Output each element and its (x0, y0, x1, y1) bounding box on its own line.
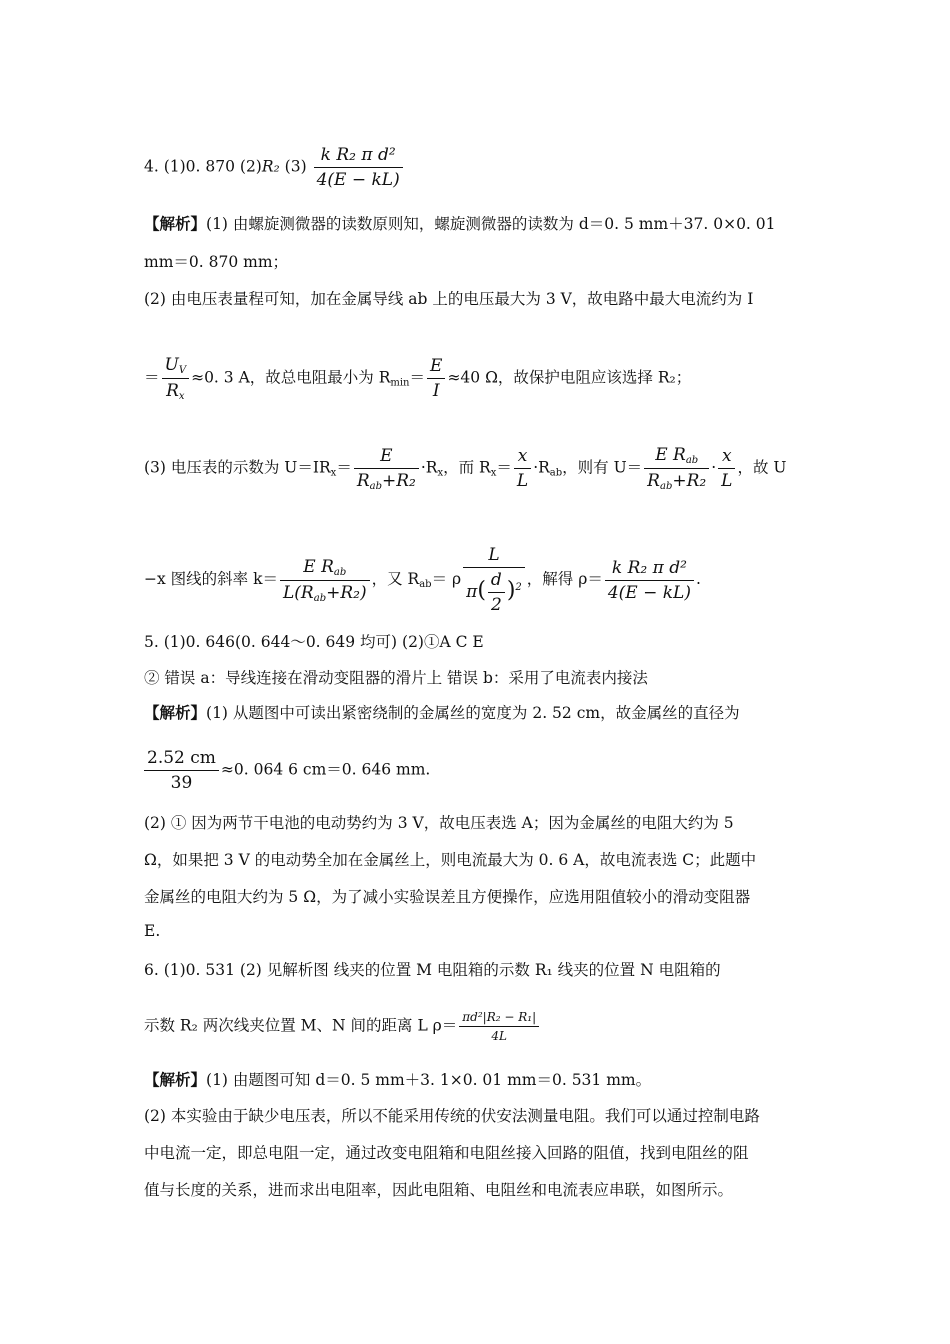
q4-f4-num: x (718, 446, 735, 469)
q4-f3-ab: ab (685, 455, 699, 466)
q4-answer-part3: (3) (279, 157, 307, 176)
q4-l5-c: ·R (420, 458, 438, 477)
q4-v-subscript: V (178, 365, 187, 376)
q6-frac-den: 4L (491, 1029, 508, 1043)
q4-f2-den: L (516, 471, 529, 491)
q4-f5-l: L (282, 582, 295, 603)
q4-f5-ab2: ab (313, 592, 327, 604)
q4-rho-fraction (463, 545, 525, 615)
q4-answer-fraction (314, 145, 403, 190)
q4-l5-xsub1: x (330, 467, 337, 479)
q5-errors-line: ② 错误 a：导线连接在滑动变阻器的滑片上 错误 b：采用了电流表内接法 (144, 669, 648, 687)
q4-x-over-l (514, 446, 531, 491)
q4-f5-plus-r2: +R₂ (326, 582, 360, 603)
q6-answer-line2 (144, 1010, 541, 1043)
q4-f6-den: π( $\frac{d}{2}$ )$^2$ (466, 570, 522, 615)
q4-f7-den: 4(E − kL) (607, 582, 691, 603)
q4-l6-a: −x 图线的斜率 k＝ (144, 570, 278, 588)
q4-f6-num: L (463, 545, 525, 568)
q4-f5-num (280, 557, 370, 581)
q4-l5-absub: ab (549, 467, 563, 479)
q4-jiexi-label: 【解析】 (144, 214, 207, 233)
q5-line1-text: (1) 从题图中可读出紧密绕制的金属丝的宽度为 2. 52 cm，故金属丝的直径为 (206, 704, 740, 722)
q4-f3-num (644, 445, 709, 469)
q4-f1-r: R (356, 470, 370, 491)
q5-jiexi-label: 【解析】 (144, 703, 207, 722)
q6-frac-num: πd²|R₂ − R₁| (459, 1010, 539, 1027)
q4-rx-den (162, 379, 190, 402)
q4-l5-d: ，而 R (443, 458, 491, 477)
q4-l6-c: ＝ ρ (431, 570, 462, 588)
q4-answer-r2: R₂ (261, 157, 280, 176)
q6-answer-line1: 6. (1)0. 531 (2) 见解析图 线夹的位置 M 电阻箱的示数 R₁ 线夹的位置 N 电阻箱的 (144, 961, 721, 979)
q4-two-den: 2 (490, 595, 502, 615)
q6-jiexi-label: 【解析】 (144, 1070, 207, 1089)
q6-analysis-line4: 值与长度的关系，进而求出电阻率，因此电阻箱、电阻丝和电流表应串联，如图所示。 (144, 1181, 734, 1199)
q4-f6-pi: π (466, 582, 478, 602)
q6-rho-fraction (459, 1010, 539, 1043)
q5-diameter-fraction (144, 748, 219, 793)
q4-e-over-rab-r2 (354, 446, 419, 492)
q4-r-symbol: R (166, 381, 179, 401)
q4-f3-plus-r2: +R₂ (672, 471, 707, 491)
q4-l4-text2: ≈40 Ω，故保护电阻应该选择 R₂； (447, 368, 692, 387)
q4-line1-text: (1) 由螺旋测微器的读数原则知，螺旋测微器的读数为 d＝0. 5 mm＋37. 0×0. 01 (206, 215, 776, 233)
q4-analysis-line5 (144, 445, 786, 492)
q5-frac-den: 39 (170, 773, 193, 793)
q4-l4-eq: ＝ (144, 368, 160, 387)
q5-analysis-line2 (144, 748, 430, 793)
q4-min-subscript: min (390, 377, 410, 389)
q4-analysis-line4 (144, 355, 691, 402)
q5-analysis-line1 (144, 701, 740, 723)
q4-l5-h: · (711, 458, 717, 477)
q4-square-sup: 2 (515, 582, 522, 593)
q4-x-subscript: x (178, 391, 185, 402)
q4-erab-over-rab-r2 (644, 445, 709, 492)
q4-l6-b: ，又 R (371, 570, 420, 588)
q4-analysis-line2: mm＝0. 870 mm； (144, 253, 289, 271)
q4-l5-e: ＝ (496, 458, 512, 477)
q4-answer-line (144, 145, 405, 190)
q6-line1-text: (1) 由题图可知 d＝0. 5 mm＋3. 1×0. 01 mm＝0. 531 mm。 (206, 1071, 652, 1089)
q4-l5-a: (3) 电压表的示数为 U＝IR (144, 458, 331, 477)
q5-analysis-line6: E. (144, 922, 161, 940)
q4-l5-i: ，故 U (737, 458, 787, 477)
q6-analysis-line3: 中电流一定，即总电阻一定，通过改变电阻箱和电阻丝接入回路的阻值，找到电阻丝的阻 (144, 1144, 749, 1162)
q5-analysis-line4: Ω，如果把 3 V 的电动势全加在金属丝上，则电流最大为 0. 6 A，故电流表选 C；此题中 (144, 851, 757, 869)
q4-f7-num: k R₂ π d² (605, 558, 694, 581)
q5-analysis-line3: (2) ① 因为两节干电池的电动势约为 3 V，故电压表选 A；因为金属丝的电阻大约为 5 (144, 814, 734, 832)
q4-f5-ab: ab (333, 566, 347, 578)
q4-f2-num: x (514, 446, 531, 469)
q4-l5-f: ·R (533, 458, 550, 477)
q4-f5-r: R (300, 582, 314, 603)
q4-answer-numerator: k R₂ π d² (314, 145, 403, 168)
q4-l5-b: ＝ (336, 458, 352, 477)
q4-f1-num: E (354, 446, 419, 469)
q4-f4-den: L (721, 471, 733, 491)
q4-l5-xsub2: x (437, 467, 444, 479)
q4-analysis-line3: (2) 由电压表量程可知，加在金属导线 ab 上的电压最大为 3 V，故电路中最大电流约为 I (144, 290, 754, 308)
q4-l6-d: ，解得 ρ＝ (526, 570, 603, 588)
q6-analysis-line1 (144, 1068, 651, 1090)
q4-f5-den: $L(R_{ab}+R_2)$ (282, 582, 367, 604)
q4-e-i-fraction (427, 356, 445, 401)
q4-answer-denominator: 4(E − kL) (316, 170, 400, 190)
q4-f3-r: R (647, 471, 660, 491)
q4-u-symbol: U (164, 355, 179, 375)
q4-uv-rx-fraction (162, 355, 190, 402)
q4-l4-eq2: ＝ (409, 368, 426, 387)
q4-x-over-l-2 (718, 446, 735, 491)
q5-analysis-line5: 金属丝的电阻大约为 5 Ω，为了减小实验误差且方便操作，应选用阻值较小的滑动变阻器 (144, 888, 751, 906)
q4-rho-result-fraction (605, 558, 694, 603)
q4-f3-den (644, 469, 709, 492)
q4-f3-ab2: ab (659, 481, 673, 492)
q5-answer-line: 5. (1)0. 646(0. 644～0. 649 均可) (2)①A C E (144, 633, 484, 651)
q4-l5-xsub3: x (490, 467, 497, 479)
q4-l5-g: ，则有 U＝ (562, 458, 643, 477)
q4-l6-e: . (695, 570, 701, 588)
q4-l6-absub: ab (419, 579, 432, 590)
q4-analysis-line1 (144, 212, 776, 234)
q4-slope-fraction (280, 557, 370, 604)
q4-f3-er: E R (655, 445, 686, 465)
q4-uv-num (162, 355, 190, 379)
q4-l4-text1: ≈0. 3 A，故总电阻最小为 R (191, 368, 391, 387)
q5-frac-num: 2.52 cm (144, 748, 219, 771)
q4-f1-plus-r2: +R₂ (382, 470, 416, 491)
q4-i-den: I (432, 381, 440, 401)
q4-f5-er: E R (303, 556, 334, 577)
q4-answer-prefix: 4. (1)0. 870 (2) (144, 157, 262, 176)
q6-answer2-text: 示数 R₂ 两次线夹位置 M、N 间的距离 L ρ＝ (144, 1016, 458, 1035)
q5-line2-rest: ≈0. 064 6 cm＝0. 646 mm. (220, 760, 431, 779)
q4-d-num: d (488, 570, 505, 593)
q4-analysis-line6 (144, 545, 701, 615)
q6-analysis-line2: (2) 本实验由于缺少电压表，所以不能采用传统的伏安法测量电阻。我们可以通过控制电路 (144, 1107, 760, 1125)
q4-f1-den (354, 469, 419, 492)
q4-d-over-2 (488, 570, 505, 615)
q4-f1-ab: ab (369, 480, 383, 492)
q4-e-num: E (427, 356, 445, 379)
